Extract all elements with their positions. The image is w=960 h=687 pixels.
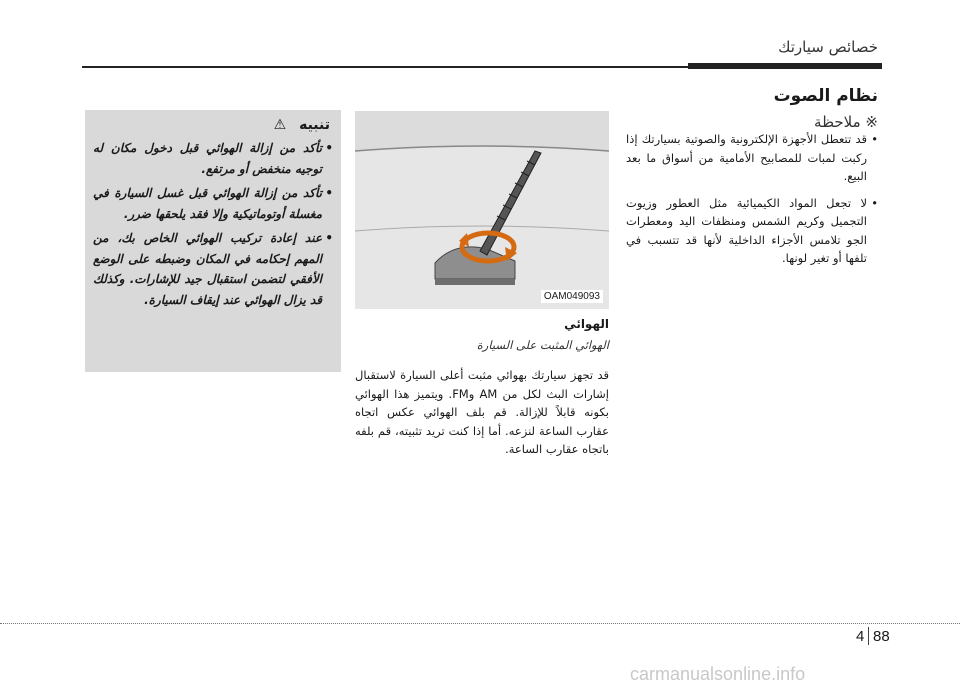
list-item bbox=[93, 183, 333, 224]
antenna-body: قد تجهز سيارتك بهوائي مثبت أعلى السيارة لاستقبال إشارات البث لكل من AM وFM. ويتميز هذا الهوائي بكونه قابلاً للإزالة. قم بلف الهوائي عكس اتجاه عقارب الساعة لنزعه. أما إذا كنت تريد تثبيته، قم بلفه باتجاه عقارب الساعة. bbox=[355, 368, 609, 456]
antenna-subtitle: الهوائي المثبت على السيارة bbox=[476, 338, 609, 352]
header-title: خصائص سيارتك bbox=[778, 38, 878, 56]
section-title: نظام الصوت bbox=[773, 86, 878, 106]
bullet-icon: • bbox=[325, 231, 333, 245]
roof-antenna-illustration bbox=[355, 111, 609, 309]
antenna-figure bbox=[355, 111, 609, 309]
list-item bbox=[93, 228, 333, 310]
note-heading-label: ملاحظة bbox=[814, 113, 861, 131]
bullet-icon: • bbox=[325, 186, 333, 200]
note-text: قد تتعطل الأجهزة الإلكترونية والصوتية بسيارتك إذا ركبت لمبات للمصابيح الأمامية من أسواق ما بعد البيع. bbox=[626, 132, 867, 183]
note-heading bbox=[814, 113, 878, 131]
warning-list bbox=[93, 138, 333, 314]
bullet-icon: • bbox=[325, 141, 333, 155]
warning-title bbox=[274, 117, 330, 133]
list-item bbox=[93, 138, 333, 179]
warning-text: تأكد من إزالة الهوائي قبل دخول مكان له توجيه منخفض أو مرتفع. bbox=[93, 141, 322, 176]
bullet-icon: • bbox=[871, 132, 878, 146]
note-text: لا تجعل المواد الكيميائية مثل العطور وزيوت التجميل وكريم الشمس ومنظفات اليد ومعطرات الجو تلامس الأجزاء الداخلية لأنها قد تتسبب في تلفها أو تغير لونها. bbox=[626, 195, 867, 265]
warning-triangle-icon: ⚠ bbox=[273, 117, 287, 133]
warning-text: عند إعادة تركيب الهوائي الخاص بك، من المهم إحكامه في المكان وضبطه على الوضع الأفقي لتضمن استقبال جيد للإشارات. وكذلك قد يزال الهوائي عند إيقاف السيارة. bbox=[93, 231, 322, 307]
list-item bbox=[626, 194, 878, 268]
watermark: carmanualsonline.info bbox=[630, 664, 806, 684]
header-tab-bar bbox=[688, 63, 882, 69]
note-list bbox=[626, 130, 878, 276]
footer-rule bbox=[0, 623, 960, 624]
figure-code: OAM049093 bbox=[541, 290, 603, 303]
chapter-number: 4 bbox=[856, 628, 865, 645]
footer-separator bbox=[868, 627, 869, 645]
page-number: 88 bbox=[873, 628, 890, 645]
warning-title-label: تنبيه bbox=[299, 117, 330, 133]
bullet-icon: • bbox=[871, 195, 878, 210]
note-symbol-icon: ※ bbox=[865, 113, 878, 131]
warning-text: تأكد من إزالة الهوائي قبل غسل السيارة في مغسلة أوتوماتيكية وإلا فقد يلحقها ضرر. bbox=[93, 186, 322, 221]
antenna-title: الهوائي bbox=[564, 317, 609, 331]
list-item bbox=[626, 130, 878, 186]
